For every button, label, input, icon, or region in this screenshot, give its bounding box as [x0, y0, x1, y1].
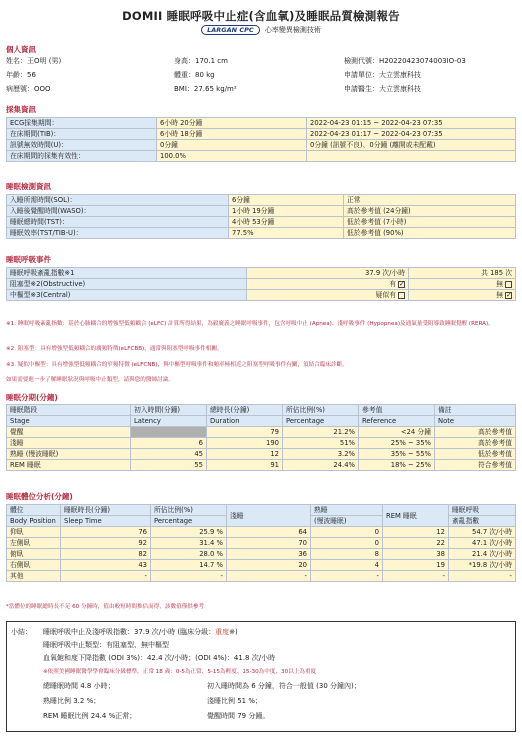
stage-subheader: Note	[435, 416, 516, 427]
stage-row	[7, 460, 516, 471]
ahi-value: 37.9 次/小時	[247, 268, 409, 279]
position-name: 仰臥	[7, 527, 61, 538]
collection-duration: 6小時 20分鐘	[157, 118, 307, 129]
position-header: 體位	[7, 505, 61, 516]
stage-header: 所佔比例(%)	[283, 405, 359, 416]
central-cell	[247, 290, 409, 301]
section-sleep-stage: 睡眠分期(分鐘)	[6, 393, 58, 402]
position-pct: 25.9 %	[151, 527, 227, 538]
ahi-label: 睡眠呼吸紊亂指數※1	[7, 268, 247, 279]
collection-row	[7, 118, 516, 129]
collection-duration: 0分鐘	[157, 140, 307, 151]
sleep-detect-ref: 低於參考值 (7小時)	[344, 217, 516, 228]
stage-header-row	[7, 405, 516, 416]
summary-severity: 重度	[215, 628, 230, 636]
stage-ref: 35% ~ 55%	[359, 449, 435, 460]
central-none: 無	[496, 291, 503, 299]
position-name: 左側臥	[7, 538, 61, 549]
position-subheader: Body Position	[7, 516, 61, 527]
summary-wake: 覺醒時間 79 分鐘。	[207, 712, 270, 720]
position-header-row	[7, 505, 516, 516]
resp-note-4: 如果需要進一步了解睡眠狀況與呼吸中止類型，請與您的醫師討論。	[6, 377, 174, 383]
collection-duration: 6小時 18分鐘	[157, 129, 307, 140]
stage-duration: 91	[207, 460, 283, 471]
position-deep: 8	[311, 549, 383, 560]
resp-note-2: ※2. 阻塞型：具有增強型低頻耦合的廣頻特徵(eLFCBB)，通常與阻塞型呼吸事件相關。	[6, 346, 223, 352]
sleep-detect-label: 睡眠總時間(TST)：	[7, 217, 229, 228]
stage-duration: 79	[207, 427, 283, 438]
sleep-detect-ref: 高於參考值 (24分鐘)	[344, 206, 516, 217]
resp-note-3: ※3. 疑似中樞型：具有增強型低頻耦合的窄頻特徵 (eLFCNB)，與中樞型呼吸事件和頻率極相近之阻塞型呼吸事件有關，須結合臨床診斷。	[6, 362, 348, 368]
sleep-stage-table	[6, 404, 516, 471]
section-personal: 個人資訊	[6, 45, 36, 54]
collection-row	[7, 140, 516, 151]
checkbox-empty-icon	[505, 281, 512, 288]
position-header: 睡眠時長(分鐘)	[61, 505, 151, 516]
position-header: 淺睡	[227, 505, 311, 527]
collection-value: 2022-04-23 01:15 ~ 2022-04-23 07:35	[307, 118, 516, 129]
brand-logo: LARGAN CPC	[201, 25, 260, 35]
position-time: 82	[61, 549, 151, 560]
stage-subheader: Duration	[207, 416, 283, 427]
test-code: 檢測代號：H20220423074003IO-03	[344, 57, 466, 65]
position-name: 其他	[7, 571, 61, 582]
central-value: 疑似有	[375, 291, 396, 299]
position-name: 右側臥	[7, 560, 61, 571]
summary-deep: 熟睡比例 3.2 %；	[43, 697, 101, 705]
position-subheader: 紊亂指數	[449, 516, 516, 527]
section-sleep-detect: 睡眠檢測資訊	[6, 182, 51, 191]
apply-doctor: 申請醫生：大立雲康科技	[344, 85, 421, 93]
position-deep: -	[311, 571, 383, 582]
position-light: 64	[227, 527, 311, 538]
summary-latency: 初入睡時間為 6 分鐘，符合一般值 (30 分鐘內)；	[207, 682, 361, 690]
stage-subheader: Stage	[7, 416, 131, 427]
resp-row-central	[7, 290, 516, 301]
summary-ahi-text: 睡眠呼吸中止及淺呼吸指數：37.9 次/小時 (臨床分級：	[43, 628, 216, 636]
collection-label: ECG採集期間：	[7, 118, 157, 129]
obstructive-cell	[247, 279, 409, 290]
sleep-detect-label: 睡眠效率(TST/TIB-U)：	[7, 228, 229, 239]
stage-note: 高於參考值	[435, 438, 516, 449]
stage-row	[7, 438, 516, 449]
collection-value: 2022-04-23 01:17 ~ 2022-04-23 07:35	[307, 129, 516, 140]
collection-duration: 100.0%	[157, 151, 307, 162]
stage-name: 熟睡 (慢波睡眠)	[7, 449, 131, 460]
stage-note: 低於參考值	[435, 449, 516, 460]
position-pct: 14.7 %	[151, 560, 227, 571]
collection-label: 在床期間的採集有效性：	[7, 151, 157, 162]
position-header: 睡眠呼吸	[449, 505, 516, 516]
collection-label: 在床期間(TIB)：	[7, 129, 157, 140]
checkbox-empty-icon	[398, 292, 405, 299]
stage-duration: 190	[207, 438, 283, 449]
stage-subheader-row	[7, 416, 516, 427]
sleep-detect-row	[7, 195, 516, 206]
summary-box	[6, 621, 516, 732]
stage-latency	[131, 427, 207, 438]
patient-name: 姓名：王O明 (男)	[6, 57, 62, 65]
checkbox-checked-icon	[505, 292, 512, 299]
sleep-detect-table	[6, 194, 516, 239]
summary-line-3: 血氧飽和度下降指數 (ODI 3%)：42.4 次/小時；(ODI 4%)：41.8 次/小時	[43, 654, 276, 662]
sleep-detect-label: 入睡所需時間(SOL)：	[7, 195, 229, 206]
sleep-detect-value: 4小時 53分鐘	[229, 217, 344, 228]
stage-pct: 51%	[283, 438, 359, 449]
position-row	[7, 527, 516, 538]
patient-bmi: BMI：27.65 kg/m²	[174, 85, 237, 93]
stage-name: 覺醒	[7, 427, 131, 438]
stage-header: 總時長(分鐘)	[207, 405, 283, 416]
stage-subheader: Percentage	[283, 416, 359, 427]
collection-row	[7, 129, 516, 140]
position-light: 20	[227, 560, 311, 571]
collection-table	[6, 117, 516, 162]
position-row	[7, 571, 516, 582]
position-rem: 38	[383, 549, 449, 560]
position-time: 92	[61, 538, 151, 549]
collection-value	[307, 151, 516, 162]
record-number: 病歷號：OOO	[6, 85, 51, 93]
position-rem: 22	[383, 538, 449, 549]
position-subheader: Sleep Time	[61, 516, 151, 527]
stage-pct: 3.2%	[283, 449, 359, 460]
sleep-detect-row	[7, 217, 516, 228]
position-header: REM 睡眠	[383, 505, 449, 527]
sleep-detect-row	[7, 206, 516, 217]
resp-row-ahi	[7, 268, 516, 279]
stage-duration: 12	[207, 449, 283, 460]
logo-subtitle: 心率變異檢測技術	[264, 26, 321, 34]
position-light: 70	[227, 538, 311, 549]
stage-header: 備註	[435, 405, 516, 416]
resp-table	[6, 267, 516, 301]
stage-row	[7, 449, 516, 460]
obstructive-value: 有	[389, 280, 396, 288]
patient-height: 身高：170.1 cm	[174, 57, 228, 65]
position-ahi: 54.7 次/小時	[449, 527, 516, 538]
section-resp-events: 睡眠呼吸事件	[6, 255, 51, 264]
stage-row	[7, 427, 516, 438]
body-position-table	[6, 504, 516, 582]
checkbox-checked-icon	[398, 281, 405, 288]
position-deep: 0	[311, 527, 383, 538]
sleep-detect-value: 1小時 19分鐘	[229, 206, 344, 217]
position-time: 76	[61, 527, 151, 538]
patient-weight: 體重：80 kg	[174, 71, 215, 79]
personal-row-3	[6, 84, 516, 95]
stage-latency: 45	[131, 449, 207, 460]
position-deep: 0	[311, 538, 383, 549]
stage-header: 初入時間(分鐘)	[131, 405, 207, 416]
position-subheader: Percentage	[151, 516, 227, 527]
position-deep: 4	[311, 560, 383, 571]
stage-note: 高於參考值	[435, 427, 516, 438]
position-row	[7, 549, 516, 560]
position-name: 俯臥	[7, 549, 61, 560]
sleep-detect-ref: 低於參考值 (90%)	[344, 228, 516, 239]
central-none-cell	[409, 290, 516, 301]
sleep-detect-row	[7, 228, 516, 239]
stage-pct: 21.2%	[283, 427, 359, 438]
summary-light: 淺睡比例 51 %；	[207, 697, 263, 705]
central-label: 中樞型※3(Central)	[7, 290, 247, 301]
position-rem: 19	[383, 560, 449, 571]
position-subheader: (慢波睡眠)	[311, 516, 383, 527]
stage-latency: 6	[131, 438, 207, 449]
section-body-position: 睡眠體位分析(分鐘)	[6, 492, 73, 501]
stage-ref: 25% ~ 35%	[359, 438, 435, 449]
position-rem: 12	[383, 527, 449, 538]
position-header: 熟睡	[311, 505, 383, 516]
obstructive-none-cell	[409, 279, 516, 290]
sleep-detect-value: 6分鐘	[229, 195, 344, 206]
summary-line-2: 睡眠呼吸中止類型：有阻塞型、無中樞型	[43, 641, 169, 649]
resp-note-1: ※1. 睡眠呼吸紊亂指數：基於心肺耦合的增強型低頻耦合 (eLFC) 計算所得結果，為毅廣義之睡眠呼吸事件，包含呼吸中止 (Apnea)、淺呼吸事件 (Hypopnea)及通氣量受阻導致睡眠覺醒 (RERA)。	[6, 321, 494, 327]
stage-name: REM 睡眠	[7, 460, 131, 471]
summary-line-1	[43, 627, 238, 637]
summary-severity-note: ※)	[229, 628, 238, 636]
stage-note: 符合參考值	[435, 460, 516, 471]
apply-unit: 申請單位：大立雲康科技	[344, 71, 421, 79]
stage-header: 睡眠階段	[7, 405, 131, 416]
summary-line-4: ※依照美國睡眠醫學學會臨床分級標準，正常 18 歲：0-5為正常、5-15為輕度、15-30為中度、30以上為重度	[43, 669, 317, 675]
summary-rem: REM 睡眠比例 24.4 %正常；	[43, 712, 137, 720]
position-light: -	[227, 571, 311, 582]
section-collection: 採集資訊	[6, 105, 36, 114]
position-light: 36	[227, 549, 311, 560]
position-time: -	[61, 571, 151, 582]
logo-row	[0, 25, 522, 35]
position-pct: 28.0 %	[151, 549, 227, 560]
stage-name: 淺睡	[7, 438, 131, 449]
position-header: 所佔比例(%)	[151, 505, 227, 516]
patient-age: 年齡：56	[6, 71, 36, 79]
position-ahi: *19.8 次/小時	[449, 560, 516, 571]
personal-row-1	[6, 56, 516, 67]
sleep-detect-ref: 正常	[344, 195, 516, 206]
ahi-count: 共 185 次	[409, 268, 516, 279]
position-ahi: 21.4 次/小時	[449, 549, 516, 560]
position-note: *當體位的睡眠總時長不足 60 分鐘時，值由較短時間推估而得，該數值僅供參考	[6, 604, 205, 610]
stage-ref: <24 分鐘	[359, 427, 435, 438]
position-ahi: 47.1 次/小時	[449, 538, 516, 549]
stage-ref: 18% ~ 25%	[359, 460, 435, 471]
position-time: 43	[61, 560, 151, 571]
position-pct: 31.4 %	[151, 538, 227, 549]
position-row	[7, 538, 516, 549]
sleep-detect-value: 77.5%	[229, 228, 344, 239]
collection-label: 訊號無效時間(U)：	[7, 140, 157, 151]
resp-row-obstructive	[7, 279, 516, 290]
stage-latency: 55	[131, 460, 207, 471]
obstructive-label: 阻塞型※2(Obstructive)	[7, 279, 247, 290]
obstructive-none: 無	[496, 280, 503, 288]
stage-subheader: Latency	[131, 416, 207, 427]
position-row	[7, 560, 516, 571]
stage-header: 參考值	[359, 405, 435, 416]
summary-label: 小結：	[11, 628, 32, 636]
stage-pct: 24.4%	[283, 460, 359, 471]
position-ahi: -	[449, 571, 516, 582]
sleep-detect-label: 入睡後覺醒時間(WASO)：	[7, 206, 229, 217]
collection-value: 0分鐘 (訊號不良)、0分鐘 (離開或未配戴)	[307, 140, 516, 151]
personal-row-2	[6, 70, 516, 81]
position-pct: -	[151, 571, 227, 582]
position-rem: -	[383, 571, 449, 582]
report-title: DOMII 睡眠呼吸中止症(含血氧)及睡眠品質檢測報告	[122, 9, 400, 23]
summary-total-sleep: 總睡眠時間 4.8 小時；	[43, 682, 115, 690]
stage-subheader: Reference	[359, 416, 435, 427]
collection-row	[7, 151, 516, 162]
